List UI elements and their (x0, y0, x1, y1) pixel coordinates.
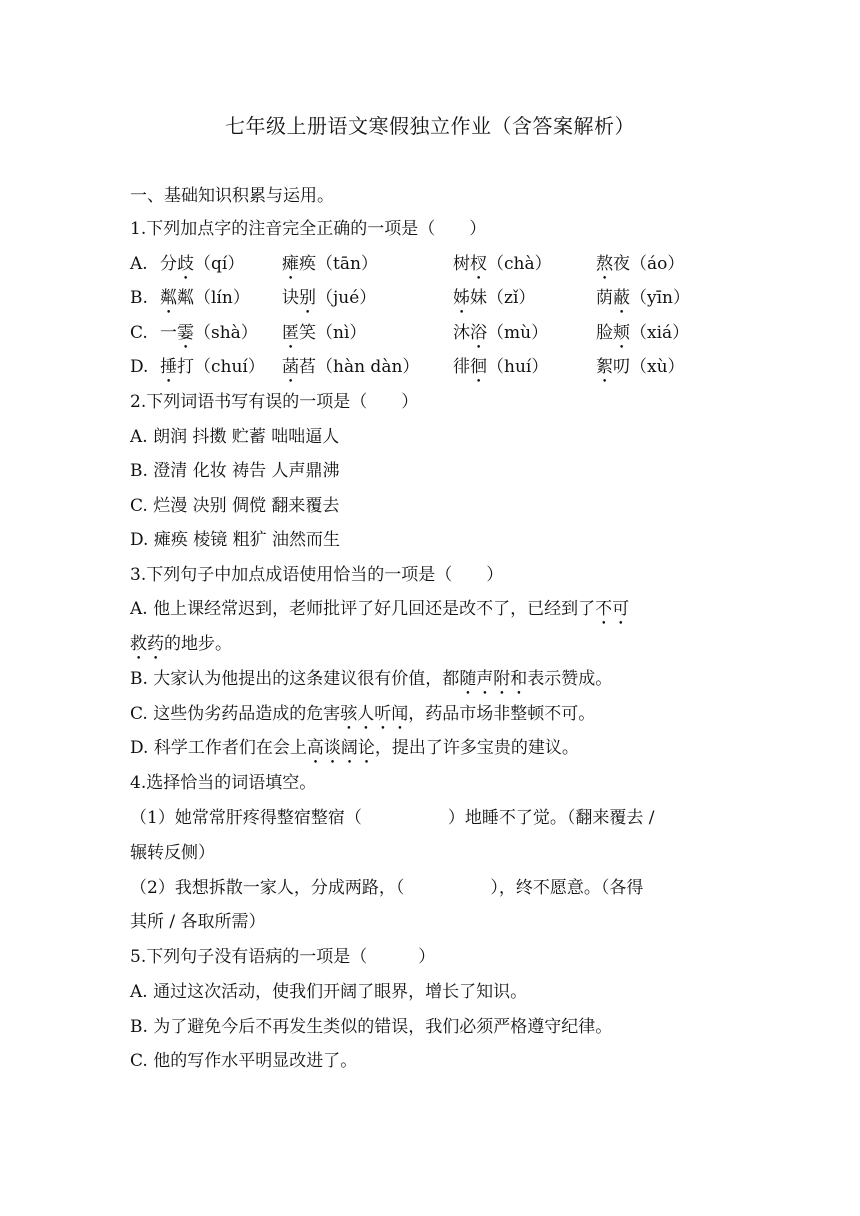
pinyin-item: 分歧（qí） (160, 254, 245, 274)
dotted-character: 颊 (613, 323, 630, 343)
pinyin-item: 诀别（jué） (282, 288, 377, 308)
dotted-idiom: 救药 (130, 634, 164, 654)
section-heading: 一、基础知识积累与运用。 (130, 186, 334, 206)
question-4-sentence-1: （1）她常常肝疼得整宿整宿（ ）地睡不了觉。（翻来覆去 / (130, 808, 655, 828)
question-2-option-b: B. 澄清 化妆 祷告 人声鼎沸 (130, 461, 340, 481)
dotted-idiom: 高谈阔论 (306, 738, 375, 758)
question-2-option-a: A. 朗润 抖擞 贮蓄 咄咄逼人 (130, 427, 340, 447)
dotted-character: 杈 (470, 254, 487, 274)
dotted-idiom: 骇人听闻 (340, 704, 409, 724)
dotted-idiom: 不可 (595, 599, 630, 619)
question-1-option-b-label: B. (130, 288, 148, 308)
question-3-option-a: A. 他上课经常迟到，老师批评了好几回还是改不了，已经到了不可 (130, 599, 630, 619)
dotted-character: 姊 (453, 288, 470, 308)
question-3-option-b: B. 大家认为他提出的这条建议很有价值，都随声附和表示赞成。 (130, 669, 613, 689)
dotted-character: 熬 (596, 254, 613, 274)
question-3-stem: 3.下列句子中加点成语使用恰当的一项是（ ） (130, 565, 504, 585)
pinyin-item: 匿笑（nì） (282, 323, 367, 343)
pinyin-item: 姊妹（zǐ） (453, 288, 536, 308)
dotted-character: 蔽 (613, 288, 630, 308)
question-4-stem: 4.选择恰当的词语填空。 (130, 773, 317, 793)
pinyin-item: 徘徊（huí） (453, 357, 549, 377)
dotted-character: 浴 (470, 323, 487, 343)
pinyin-item: 一霎（shà） (160, 323, 258, 343)
question-3-option-d: D. 科学工作者们在会上高谈阔论，提出了许多宝贵的建议。 (130, 738, 579, 758)
pinyin-item: 粼粼（lín） (160, 288, 250, 308)
pinyin-item: 絮叨（xù） (596, 357, 685, 377)
question-1-option-c-label: C. (130, 323, 148, 343)
dotted-character: 粼 (160, 288, 177, 308)
dotted-character: 霎 (177, 323, 194, 343)
question-2-option-c: C. 烂漫 决别 倜傥 翻来覆去 (130, 496, 340, 516)
dotted-idiom: 随声附和 (459, 669, 528, 689)
question-2-stem: 2.下列词语书写有误的一项是（ ） (130, 392, 419, 412)
pinyin-item: 捶打（chuí） (160, 357, 265, 377)
question-4-sentence-1-cont: 辗转反侧） (130, 843, 215, 863)
pinyin-item: 脸颊（xiá） (596, 323, 690, 343)
question-2-option-d: D. 瘫痪 棱镜 粗犷 油然而生 (130, 530, 341, 550)
pinyin-item: 荫蔽（yīn） (596, 288, 690, 308)
question-3-option-a-cont: 救药的地步。 (130, 634, 232, 654)
dotted-character: 匿 (282, 323, 299, 343)
dotted-character: 捶 (160, 357, 177, 377)
dotted-character: 徊 (470, 357, 487, 377)
pinyin-item: 熬夜（áo） (596, 254, 685, 274)
question-1-option-a-label: A. (130, 254, 148, 274)
dotted-character: 歧 (177, 254, 194, 274)
question-5-option-c: C. 他的写作水平明显改进了。 (130, 1051, 358, 1071)
question-1-option-d-label: D. (130, 357, 149, 377)
question-4-sentence-2: （2）我想拆散一家人，分成两路，（ ），终不愿意。（各得 (130, 878, 644, 898)
pinyin-item: 瘫痪（tān） (282, 254, 378, 274)
dotted-character: 絮 (596, 357, 613, 377)
document-title: 七年级上册语文寒假独立作业（含答案解析） (225, 114, 635, 138)
pinyin-item: 菡萏（hàn dàn） (282, 357, 420, 377)
question-3-option-c: C. 这些伪劣药品造成的危害骇人听闻，药品市场非整顿不可。 (130, 704, 596, 724)
dotted-character: 别 (299, 288, 316, 308)
pinyin-item: 树杈（chà） (453, 254, 552, 274)
dotted-character: 瘫 (282, 254, 299, 274)
question-4-sentence-2-cont: 其所 / 各取所需） (130, 912, 266, 932)
dotted-character: 菡 (282, 357, 299, 377)
question-5-option-b: B. 为了避免今后不再发生类似的错误，我们必须严格遵守纪律。 (130, 1017, 613, 1037)
question-1-stem: 1.下列加点字的注音完全正确的一项是（ ） (130, 219, 487, 239)
question-5-stem: 5.下列句子没有语病的一项是（ ） (130, 947, 436, 967)
pinyin-item: 沐浴（mù） (453, 323, 549, 343)
question-5-option-a: A. 通过这次活动，使我们开阔了眼界，增长了知识。 (130, 982, 528, 1002)
